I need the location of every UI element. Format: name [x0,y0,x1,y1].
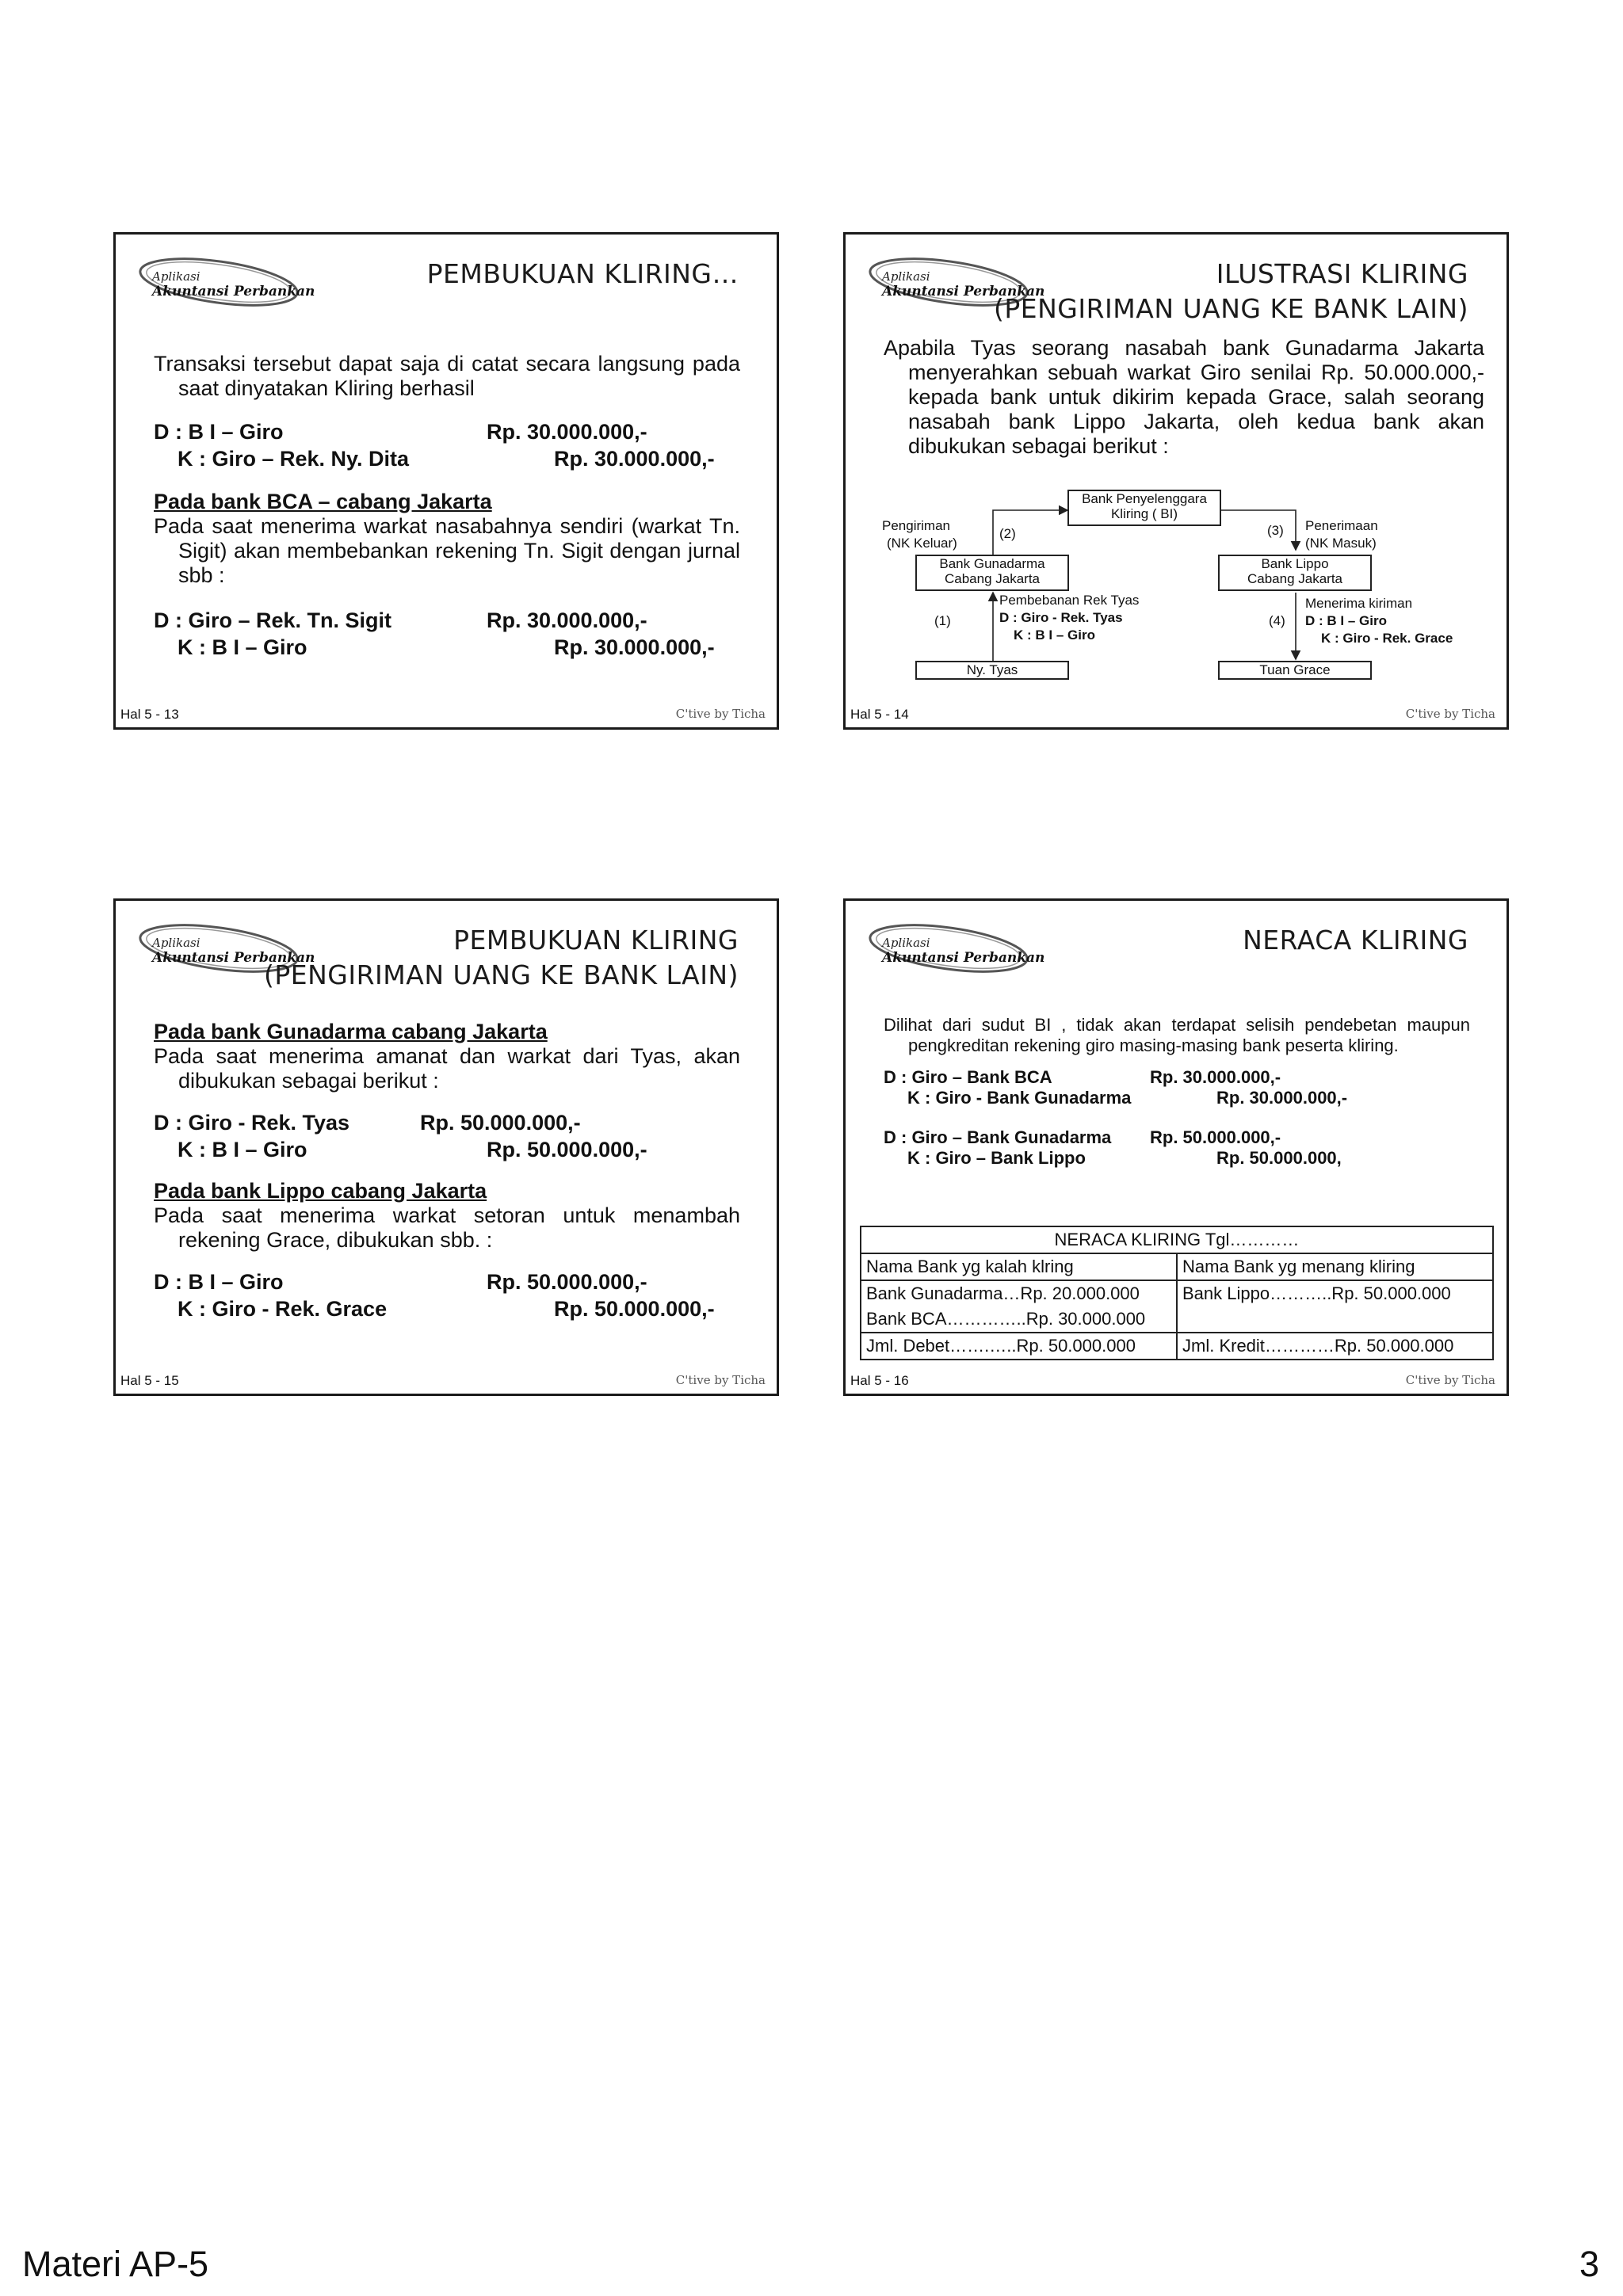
winning-bank-1: Bank Lippo………..Rp. 50.000.000 [1177,1280,1493,1333]
intro-text: Apabila Tyas seorang nasabah bank Gunadarma Jakarta menyerahkan sebuah warkat Giro senilai Rp. 50.000.000,- kepada bank untuk dikirim kepada Grace, salah seorang nasabah bank Lippo Jakarta, oleh kedua bank akan dibukukan sebagai berikut : [884,336,1484,458]
bi-label-2: Kliring ( BI) [1110,506,1178,521]
slide-body [884,1015,1470,1169]
logo-line2: Akuntansi Perbankan [882,950,1045,966]
slide-subtitle: (PENGIRIMAN UANG KE BANK LAIN) [994,293,1468,324]
step-1-label: (1) [934,613,951,628]
slide-body [154,1020,740,1324]
lippo-label-2: Cabang Jakarta [1247,571,1343,586]
journal-debit-amount: Rp. 50.000.000,- [420,1111,581,1135]
journal-debit-label: D : Giro – Bank BCA [884,1067,1052,1087]
table-caption: NERACA KLIRING Tgl………… [861,1226,1493,1253]
slide-5-13 [113,232,779,730]
step-4-label: (4) [1269,613,1285,628]
slide-number: Hal 5 - 16 [850,1373,909,1388]
gunadarma-label-2: Cabang Jakarta [944,571,1041,586]
page-number: 3 [1579,2244,1599,2284]
nk-masuk-label: (NK Masuk) [1305,536,1377,551]
slide-credit: C'tive by Ticha [1405,707,1495,721]
bi-box [1067,490,1221,526]
journal-credit-amount: Rp. 50.000.000,- [554,1297,715,1321]
gunadarma-label-1: Bank Gunadarma [939,556,1045,571]
diagram-arrows [846,235,1509,730]
section-heading: Pada bank Gunadarma cabang Jakarta [154,1020,548,1043]
slide-body [154,352,740,662]
logo-line2: Akuntansi Perbankan [882,284,1045,299]
section-heading: Pada bank BCA – cabang Jakarta [154,490,492,513]
pembebanan-label: Pembebanan Rek Tyas [999,593,1140,608]
table-caption-row [861,1226,1493,1253]
slide-title: PEMBUKUAN KLIRING [453,925,739,955]
section-text: Pada saat menerima amanat dan warkat dari Tyas, akan dibukukan sebagai berikut : [154,1044,740,1093]
lippo-label-1: Bank Lippo [1261,556,1329,571]
journal-credit-label: K : Giro - Bank Gunadarma [907,1088,1132,1108]
journal-debit-amount: Rp. 30.000.000,- [1150,1067,1281,1087]
section-heading: Pada bank Lippo cabang Jakarta [154,1179,487,1203]
journal-credit-label: K : B I – Giro [178,635,307,659]
slide-5-14 [843,232,1509,730]
logo-line1: Aplikasi [152,936,200,950]
tyas-label: Ny. Tyas [966,662,1018,677]
menerima-debit: D : B I – Giro [1305,613,1387,628]
journal-debit-label: D : B I – Giro [154,1270,284,1294]
logo [861,915,1044,978]
journal-credit-amount: Rp. 30.000.000,- [554,635,715,659]
journal-credit-amount: Rp. 50.000.000,- [487,1138,647,1161]
slide-subtitle: (PENGIRIMAN UANG KE BANK LAIN) [264,959,739,990]
tyas-box [915,661,1069,680]
slide-title: PEMBUKUAN KLIRING… [426,258,739,289]
slide-number: Hal 5 - 13 [120,707,179,722]
journal-debit-label: D : Giro – Rek. Tn. Sigit [154,608,392,632]
journal-debit-label: D : B I – Giro [154,420,284,444]
section-text: Pada saat menerima warkat setoran untuk menambah rekening Grace, dibukukan sbb. : [154,1203,740,1252]
slide-5-16 [843,898,1509,1396]
journal-debit-amount: Rp. 50.000.000,- [1150,1127,1281,1147]
logo-line2: Akuntansi Perbankan [152,284,315,299]
step-3-label: (3) [1267,523,1284,538]
intro-text: Dilihat dari sudut BI , tidak akan terdapat selisih pendebetan maupun pengkreditan rekening giro masing-masing bank peserta kliring. [884,1015,1470,1055]
journal-debit-amount: Rp. 50.000.000,- [487,1270,647,1294]
total-credit: Jml. Kredit…………Rp. 50.000.000 [1177,1333,1493,1360]
journal-credit-label: K : B I – Giro [178,1138,307,1161]
journal-credit-label: K : Giro - Rek. Grace [178,1297,388,1321]
neraca-table [860,1226,1494,1360]
grace-label: Tuan Grace [1259,662,1331,677]
table-total-row [861,1333,1493,1360]
lippo-box [1218,555,1372,591]
slide-5-15 [113,898,779,1396]
document-footer-title: Materi AP-5 [22,2244,209,2284]
losing-banks-cell [861,1280,1177,1333]
total-debit: Jml. Debet…….…..Rp. 50.000.000 [861,1333,1177,1360]
journal-credit-label: K : Giro – Bank Lippo [907,1148,1086,1168]
intro-text: Transaksi tersebut dapat saja di catat secara langsung pada saat dinyatakan Kliring berhasil [154,352,740,400]
slide-title: ILUSTRASI KLIRING [1216,258,1468,289]
slide-credit: C'tive by Ticha [675,707,766,721]
logo-line1: Aplikasi [882,269,930,284]
bi-label-1: Bank Penyelenggara [1082,491,1207,506]
journal-credit-amount: Rp. 50.000.000, [1216,1148,1342,1168]
losing-bank-1: Bank Gunadarma…Rp. 20.000.000 [866,1283,1140,1303]
pembebanan-debit: D : Giro - Rek. Tyas [999,610,1123,625]
section-text: Pada saat menerima warkat nasabahnya sendiri (warkat Tn. Sigit) akan membebankan rekening Tn. Sigit dengan jurnal sbb : [154,514,740,587]
slide-number: Hal 5 - 14 [850,707,909,722]
nk-keluar-label: (NK Keluar) [887,536,957,551]
journal-credit-label: K : Giro – Rek. Ny. Dita [178,447,410,471]
losing-bank-2: Bank BCA…………..Rp. 30.000.000 [866,1309,1146,1329]
pembebanan-credit: K : B I – Giro [1014,627,1095,643]
journal-credit-amount: Rp. 30.000.000,- [1216,1088,1348,1108]
logo [132,249,314,312]
logo-line1: Aplikasi [152,269,200,284]
logo-line1: Aplikasi [882,936,930,950]
header-winning-banks: Nama Bank yg menang kliring [1177,1253,1493,1280]
menerima-credit: K : Giro - Rek. Grace [1321,631,1453,646]
journal-debit-amount: Rp. 30.000.000,- [487,420,647,444]
gunadarma-box [915,555,1069,591]
slide-title: NERACA KLIRING [1243,925,1468,955]
slide-credit: C'tive by Ticha [675,1373,766,1387]
grace-box [1218,661,1372,680]
journal-debit-label: D : Giro - Rek. Tyas [154,1111,350,1135]
logo-line2: Akuntansi Perbankan [152,950,315,966]
menerima-label: Menerima kiriman [1305,596,1413,611]
penerimaan-label: Penerimaan [1305,518,1378,533]
table-row [861,1280,1493,1333]
slide-credit: C'tive by Ticha [1405,1373,1495,1387]
slide-number: Hal 5 - 15 [120,1373,179,1388]
table-header-row [861,1253,1493,1280]
journal-debit-label: D : Giro – Bank Gunadarma [884,1127,1112,1147]
journal-credit-amount: Rp. 30.000.000,- [554,447,715,471]
journal-debit-amount: Rp. 30.000.000,- [487,608,647,632]
pengiriman-label: Pengiriman [882,518,950,533]
header-losing-banks: Nama Bank yg kalah klring [861,1253,1177,1280]
step-2-label: (2) [999,526,1016,541]
